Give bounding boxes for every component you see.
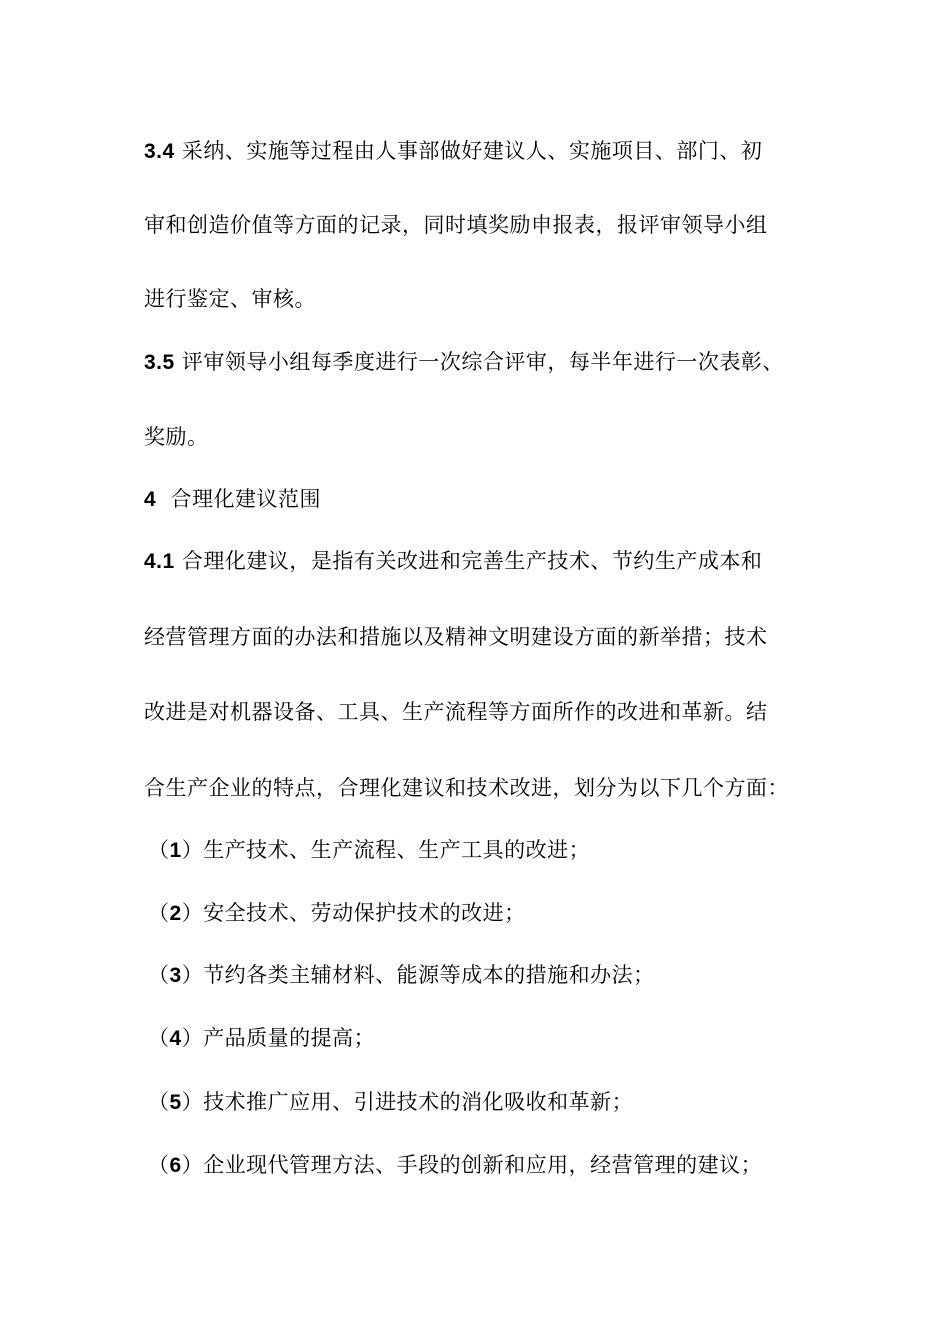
list-item: （4）产品质量的提高； xyxy=(148,1026,376,1050)
section-3-5-line-1 xyxy=(144,348,784,377)
item-text: 安全技术、劳动保护技术的改进； xyxy=(203,901,526,925)
paragraph-text: 合生产企业的特点，合理化建议和技术改进，划分为以下几个方面： xyxy=(144,776,789,800)
list-item: （2）安全技术、劳动保护技术的改进； xyxy=(148,901,526,925)
section-number: 4.1 xyxy=(144,550,175,573)
paragraph-text: 经营管理方面的办法和措施以及精神文明建设方面的新举措；技术 xyxy=(144,625,768,649)
item-number: 6 xyxy=(169,1154,182,1177)
paragraph-text: 审和创造价值等方面的记录，同时填奖励申报表，报评审领导小组 xyxy=(144,213,768,237)
item-text: 产品质量的提高； xyxy=(203,1026,376,1050)
item-number: 4 xyxy=(169,1027,182,1050)
item-number: 1 xyxy=(169,839,182,862)
paragraph-text: 评审领导小组每季度进行一次综合评审，每半年进行一次表彰、 xyxy=(181,350,784,374)
section-3-4-line-2 xyxy=(144,211,768,239)
paragraph-text: 改进是对机器设备、工具、生产流程等方面所作的改进和革新。结 xyxy=(144,700,768,724)
item-number: 5 xyxy=(169,1091,182,1114)
list-item: （6）企业现代管理方法、手段的创新和应用，经营管理的建议； xyxy=(148,1153,763,1177)
item-text: 技术推广应用、引进技术的消化吸收和革新； xyxy=(203,1090,634,1114)
list-item: （5）技术推广应用、引进技术的消化吸收和革新； xyxy=(148,1090,634,1114)
paragraph-text: 合理化建议，是指有关改进和完善生产技术、节约生产成本和 xyxy=(181,549,763,573)
section-4-1-line-4 xyxy=(144,774,789,802)
item-number: 3 xyxy=(169,964,182,987)
section-number: 3.5 xyxy=(144,351,175,374)
section-3-5-line-2 xyxy=(144,423,209,451)
list-item: （1）生产技术、生产流程、生产工具的改进； xyxy=(148,838,591,862)
section-4-1-line-3 xyxy=(144,698,768,726)
section-3-4-line-1 xyxy=(144,137,762,166)
section-number: 3.4 xyxy=(144,140,175,163)
section-4-1-line-2 xyxy=(144,623,768,651)
item-text: 生产技术、生产流程、生产工具的改进； xyxy=(203,838,591,862)
section-title: 合理化建议范围 xyxy=(170,487,322,511)
paragraph-text: 采纳、实施等过程由人事部做好建议人、实施项目、部门、初 xyxy=(181,139,763,163)
section-4-1-line-1 xyxy=(144,547,762,576)
section-3-4-line-3 xyxy=(144,285,316,313)
item-text: 节约各类主辅材料、能源等成本的措施和办法； xyxy=(203,963,655,987)
section-4-heading xyxy=(144,485,321,514)
paragraph-text: 奖励。 xyxy=(144,425,209,449)
list-item: （3）节约各类主辅材料、能源等成本的措施和办法； xyxy=(148,963,655,987)
section-number: 4 xyxy=(144,488,157,511)
paragraph-text: 进行鉴定、审核。 xyxy=(144,287,316,311)
item-number: 2 xyxy=(169,902,182,925)
item-text: 企业现代管理方法、手段的创新和应用，经营管理的建议； xyxy=(203,1153,763,1177)
